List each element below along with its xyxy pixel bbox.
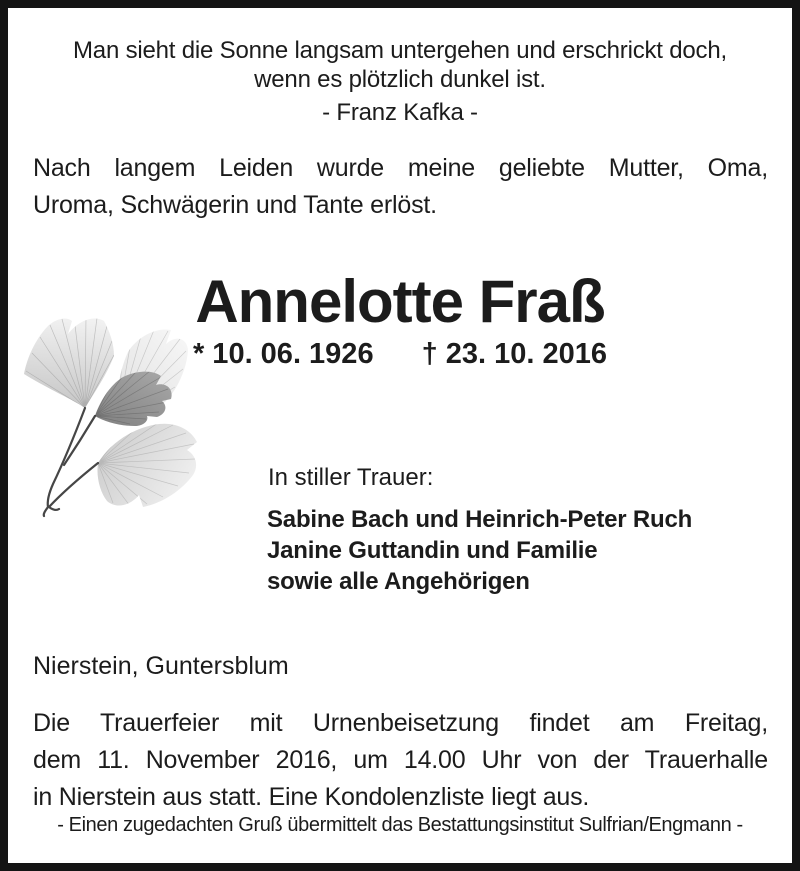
deceased-name: Annelotte Fraß	[195, 268, 605, 335]
mourners-names	[267, 504, 768, 597]
funeral-institute-note: - Einen zugedachten Gruß übermittelt das Bestattungsinstitut Sulfrian/Engmann -	[57, 814, 743, 836]
quote-line: Man sieht die Sonne langsam untergehen und erschrickt doch,	[73, 37, 727, 64]
death-date: † 23. 10. 2016	[421, 338, 608, 370]
quote-block	[8, 36, 792, 127]
mourner-name: Janine Guttandin und Familie	[267, 537, 598, 564]
mourners-heading: In stiller Trauer:	[268, 464, 434, 491]
places-line: Nierstein, Guntersblum	[33, 652, 289, 680]
funeral-line: in Nierstein aus statt. Eine Kondolenzliste liegt aus.	[33, 783, 590, 811]
mourner-name: sowie alle Angehörigen	[267, 568, 530, 595]
funeral-line: Die Trauerfeier mit Urnenbeisetzung findet am Freitag,	[33, 709, 768, 737]
quote-line: wenn es plötzlich dunkel ist.	[254, 66, 546, 93]
funeral-line: dem 11. November 2016, um 14.00 Uhr von der Trauerhalle	[33, 746, 768, 774]
funeral-paragraph	[33, 705, 768, 816]
quote-attribution: - Franz Kafka -	[322, 99, 478, 126]
intro-paragraph	[33, 150, 768, 224]
ginkgo-leaves-image	[10, 313, 215, 518]
intro-line: Nach langem Leiden wurde meine geliebte Mutter, Oma,	[33, 154, 768, 182]
intro-line: Uroma, Schwägerin und Tante erlöst.	[33, 191, 437, 219]
birth-date: * 10. 06. 1926	[192, 338, 374, 370]
mourner-name: Sabine Bach und Heinrich-Peter Ruch	[267, 506, 693, 533]
